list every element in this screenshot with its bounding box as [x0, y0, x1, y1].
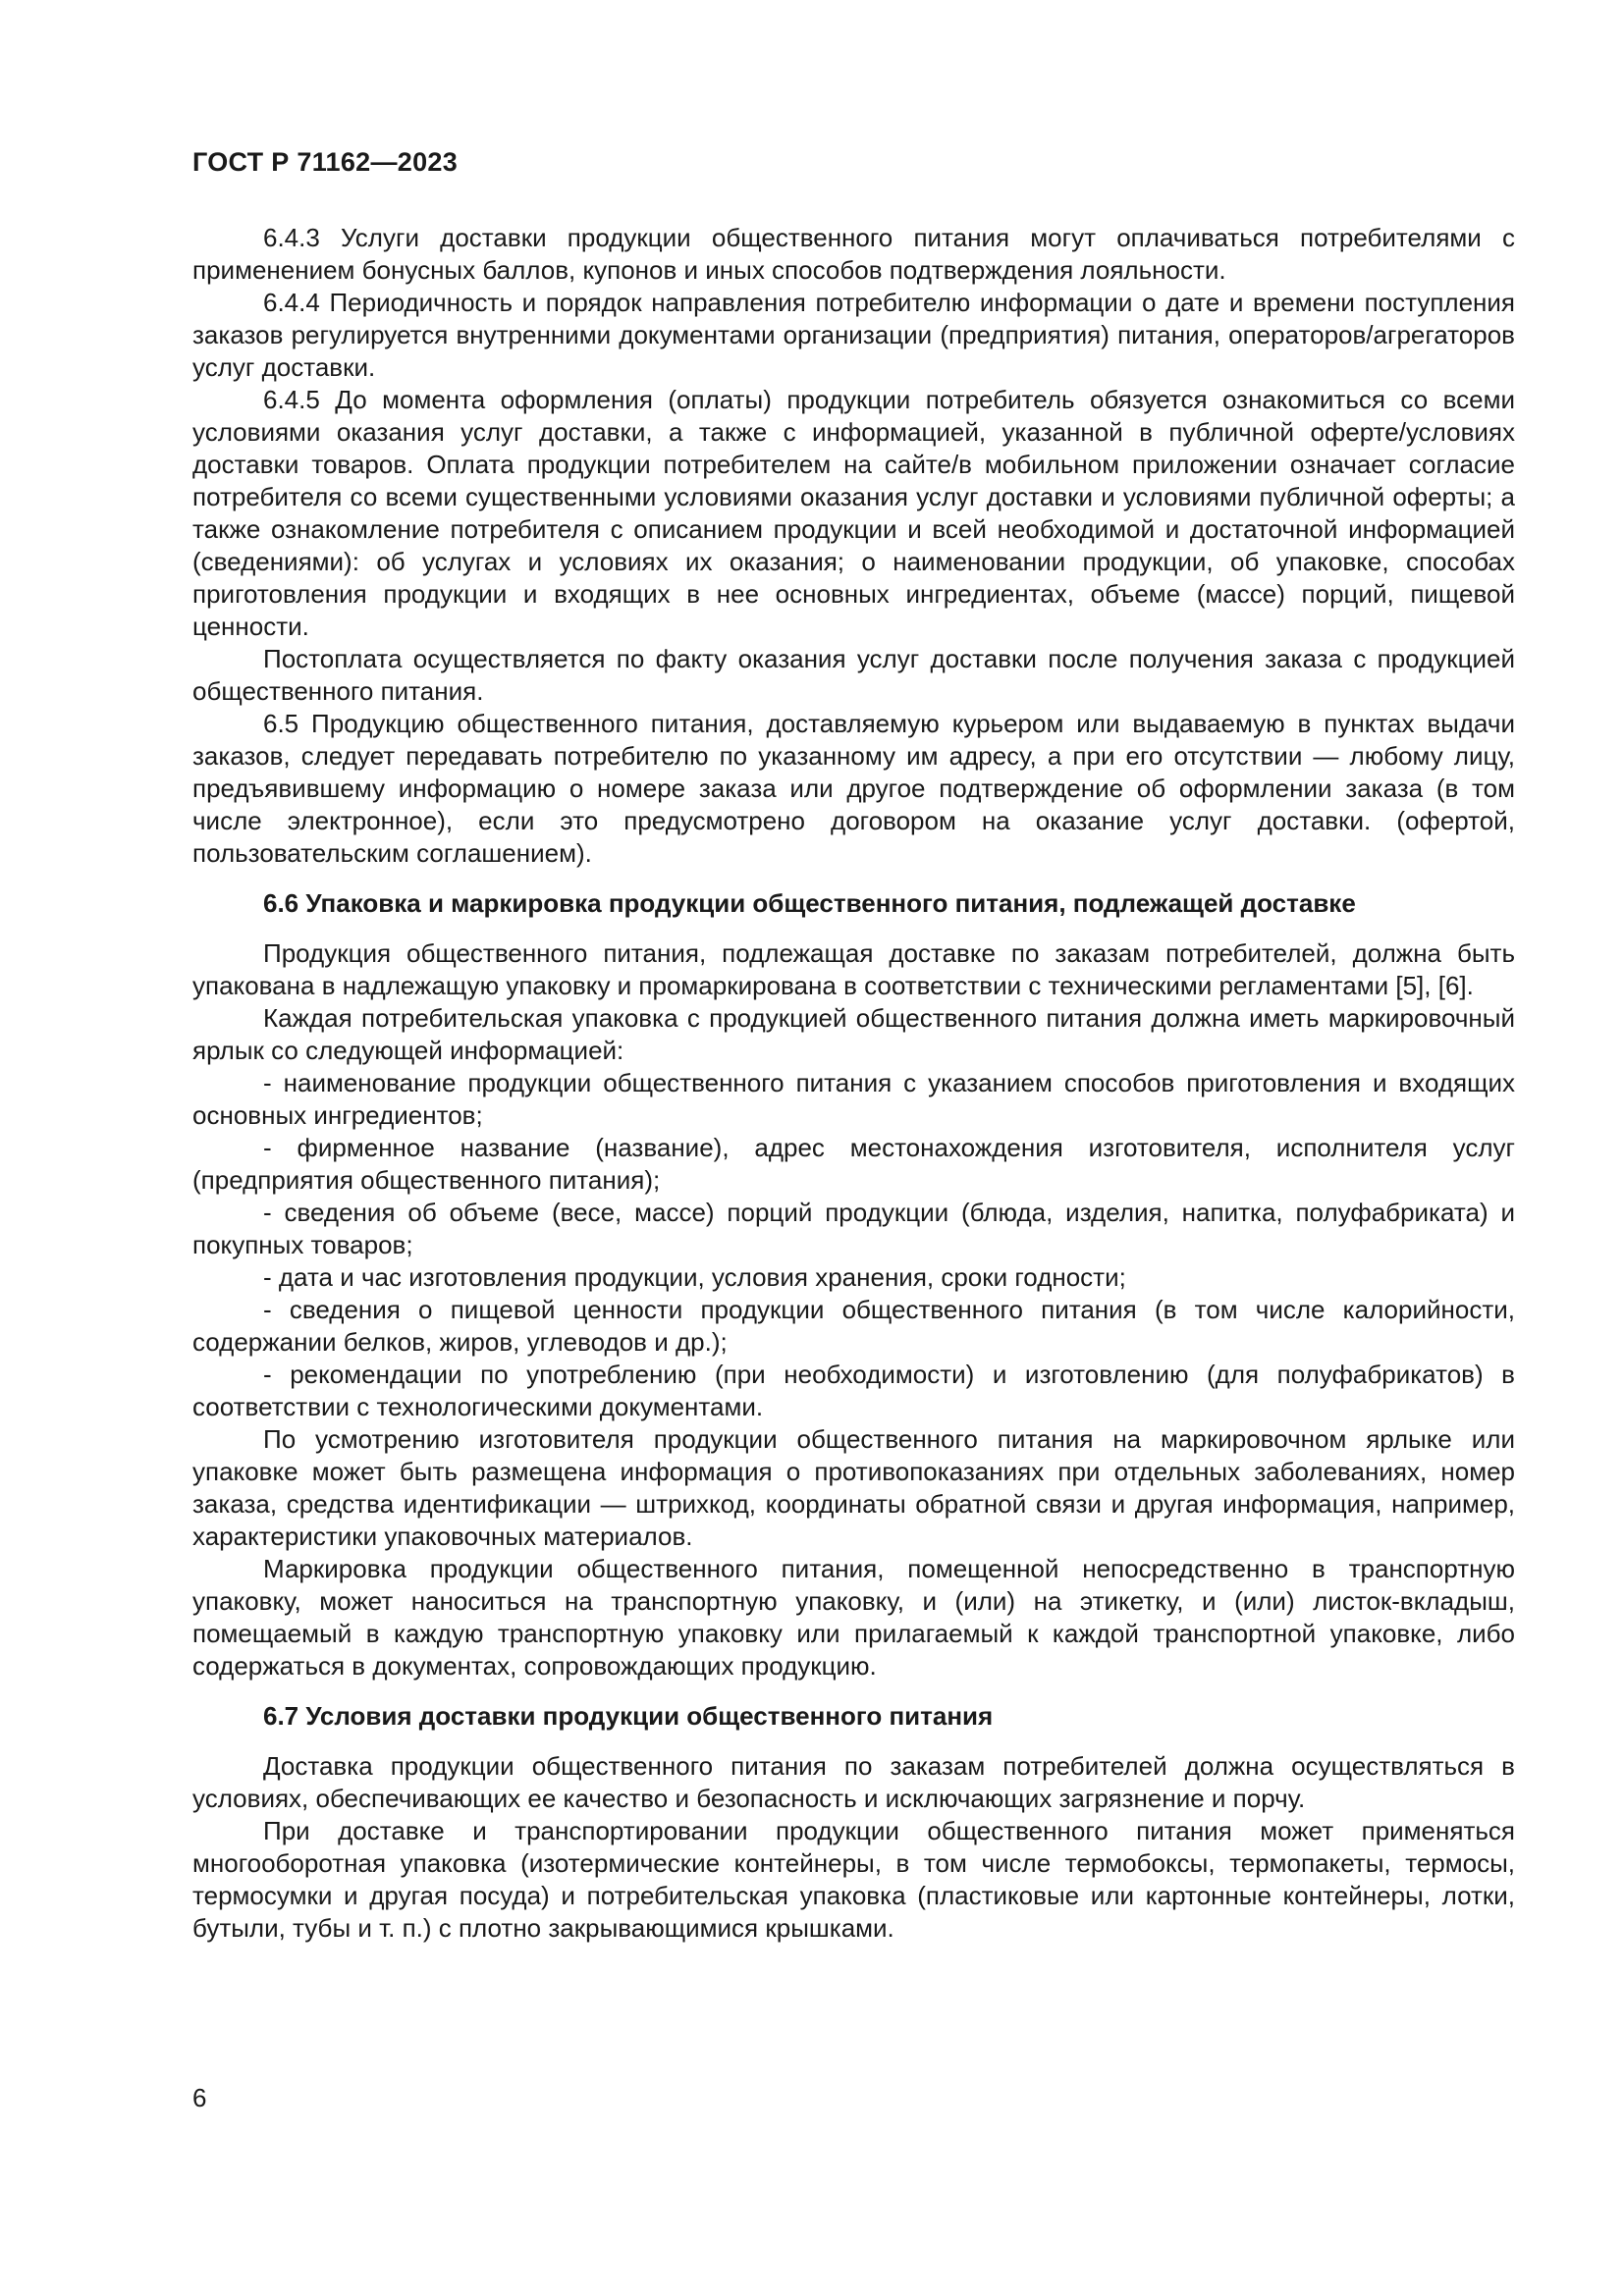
list-item: - фирменное название (название), адрес местонахождения изготовителя, исполнителя услуг (предприятия общественного питания);	[192, 1133, 1515, 1195]
section-heading-6-7: 6.7 Условия доставки продукции общественного питания	[263, 1701, 994, 1731]
document-header: ГОСТ Р 71162—2023	[192, 147, 459, 177]
list-item: - наименование продукции общественного питания с указанием способов приготовления и входящих основных ингредиентов;	[192, 1068, 1515, 1130]
list-item: - дата и час изготовления продукции, условия хранения, сроки годности;	[263, 1262, 1126, 1292]
list-item: - рекомендации по употреблению (при необходимости) и изготовлению (для полуфабрикатов) в соответствии с технологическими документами.	[192, 1360, 1515, 1421]
postpayment-paragraph: Постоплата осуществляется по факту оказания услуг доставки после получения заказа с продукцией общественного питания.	[192, 644, 1515, 706]
list-item: - сведения об объеме (весе, массе) порций продукции (блюда, изделия, напитка, полуфабриката) и покупных товаров;	[192, 1198, 1515, 1259]
list-item: - сведения о пищевой ценности продукции общественного питания (в том числе калорийности, содержании белков, жиров, углеводов и др.);	[192, 1295, 1515, 1357]
page-number: 6	[192, 2083, 207, 2112]
clause-6-4-3: 6.4.3 Услуги доставки продукции общественного питания могут оплачиваться потребителями с применением бонусных баллов, купонов и иных способов подтверждения лояльности.	[192, 223, 1515, 285]
transport-packaging-paragraph: При доставке и транспортировании продукции общественного питания может применяться многооборотная упаковка (изотермические контейнеры, в том числе термобоксы, термопакеты, термосы, термосумки и другая посуда) и потребительская упаковка (пластиковые или картонные контейнеры, лотки, бутыли, тубы и т. п.) с плотно закрывающимися крышками.	[192, 1816, 1515, 1943]
section-heading-6-6: 6.6 Упаковка и маркировка продукции общественного питания, подлежащей доставке	[263, 888, 1356, 918]
transport-marking-paragraph: Маркировка продукции общественного питания, помещенной непосредственно в транспортную упаковку, может наноситься на транспортную упаковку, и (или) на этикетку, и (или) листок-вкладыш, помещаемый в каждую транспортную упаковку или прилагаемый к каждой транспортной упаковке, либо содержаться в документах, сопровождающих продукцию.	[192, 1554, 1515, 1681]
clause-6-5: 6.5 Продукцию общественного питания, доставляемую курьером или выдаваемую в пунктах выдачи заказов, следует передавать потребителю по указанному им адресу, а при его отсутствии — любому лицу, предъявившему информацию о номере заказа или другое подтверждение об оформлении заказа (в том числе электронное), если это предусмотрено договором на оказание услуг доставки. (офертой, пользовательским соглашением).	[192, 709, 1515, 868]
manufacturer-discretion-paragraph: По усмотрению изготовителя продукции общественного питания на маркировочном ярлыке или упаковке может быть размещена информация о противопоказаниях при отдельных заболеваниях, номер заказа, средства идентификации — штрихкод, координаты обратной связи и другая информация, например, характеристики упаковочных материалов.	[192, 1424, 1515, 1551]
delivery-conditions-paragraph: Доставка продукции общественного питания по заказам потребителей должна осуществляться в условиях, обеспечивающих ее качество и безопасность и исключающих загрязнение и порчу.	[192, 1751, 1515, 1813]
clause-6-4-5: 6.4.5 До момента оформления (оплаты) продукции потребитель обязуется ознакомиться со всеми условиями оказания услуг доставки, а также с информацией, указанной в публичной оферте/условиях доставки товаров. Оплата продукции потребителем на сайте/в мобильном приложении означает согласие потребителя со всеми существенными условиями оказания услуг доставки и условиями публичной оферты; а также ознакомление потребителя с описанием продукции и всей необходимой и достаточной информацией (сведениями): об услугах и условиях их оказания; о наименовании продукции, об упаковке, способах приготовления продукции и входящих в нее основных ингредиентах, объеме (массе) порций, пищевой ценности.	[192, 385, 1515, 641]
packaging-paragraph: Продукция общественного питания, подлежащая доставке по заказам потребителей, должна быть упакована в надлежащую упаковку и промаркирована в соответствии с техническими регламентами [5], [6].	[192, 938, 1515, 1000]
clause-6-4-4: 6.4.4 Периодичность и порядок направления потребителю информации о дате и времени поступления заказов регулируется внутренними документами организации (предприятия) питания, операторов/агрегаторов услуг доставки.	[192, 288, 1515, 382]
label-intro-paragraph: Каждая потребительская упаковка с продукцией общественного питания должна иметь маркировочный ярлык со следующей информацией:	[192, 1003, 1515, 1065]
document-body	[192, 222, 1515, 1945]
